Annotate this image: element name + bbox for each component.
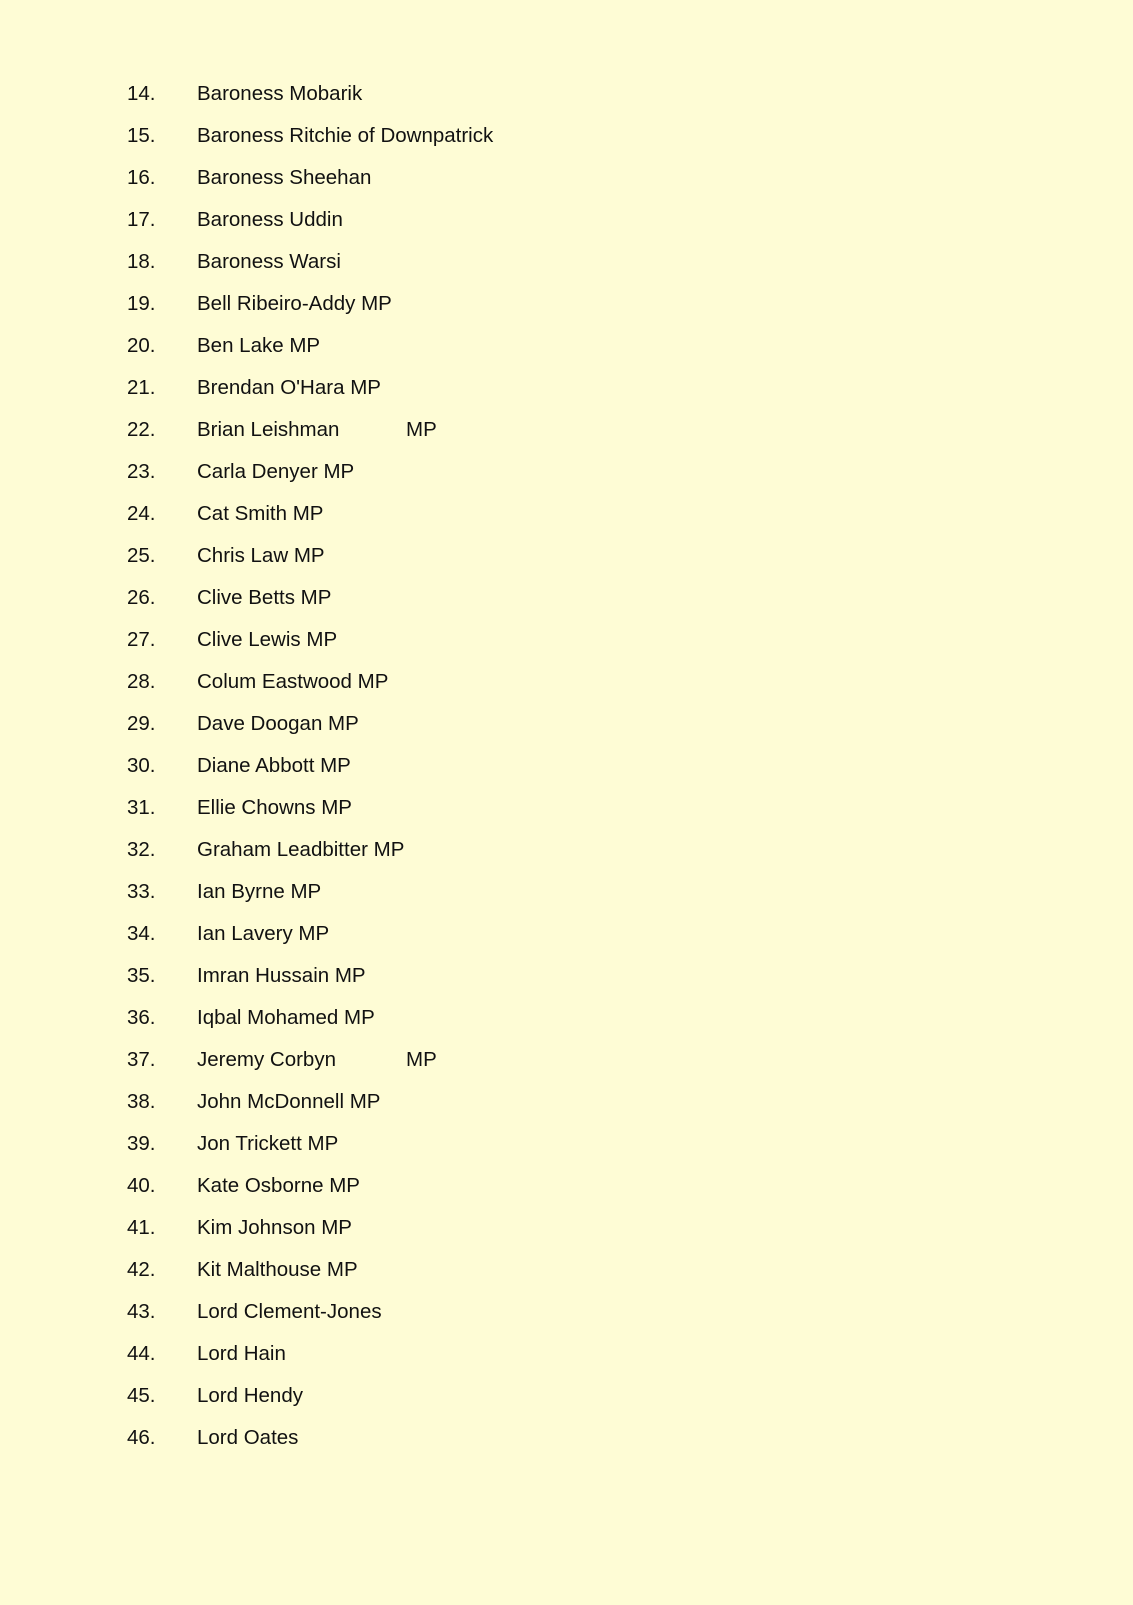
item-name: Lord Clement-Jones	[197, 1300, 382, 1323]
item-number: 17.	[127, 208, 156, 231]
item-name: John McDonnell MP	[197, 1090, 381, 1113]
list-item	[0, 1207, 1133, 1249]
item-name: Lord Oates	[197, 1426, 299, 1449]
item-name: Bell Ribeiro-Addy MP	[197, 292, 392, 315]
item-name: Ian Byrne MP	[197, 880, 322, 903]
item-number: 19.	[127, 292, 156, 315]
item-number: 31.	[127, 796, 156, 819]
item-name: Lord Hain	[197, 1342, 286, 1365]
item-name: Diane Abbott MP	[197, 754, 351, 777]
item-number: 18.	[127, 250, 156, 273]
item-name: Iqbal Mohamed MP	[197, 1006, 375, 1029]
list-item	[0, 829, 1133, 871]
list-item	[0, 871, 1133, 913]
list-item	[0, 199, 1133, 241]
item-name: Ian Lavery MP	[197, 922, 330, 945]
item-name: Colum Eastwood MP	[197, 670, 389, 693]
list-item	[0, 577, 1133, 619]
item-name: Carla Denyer MP	[197, 460, 355, 483]
item-name: Kim Johnson MP	[197, 1216, 352, 1239]
list-item	[0, 1291, 1133, 1333]
list-item	[0, 1165, 1133, 1207]
signatory-list	[0, 73, 1133, 1459]
item-name: Cat Smith MP	[197, 502, 324, 525]
item-number: 27.	[127, 628, 156, 651]
item-number: 39.	[127, 1132, 156, 1155]
item-name: Dave Doogan MP	[197, 712, 359, 735]
item-name: Baroness Mobarik	[197, 82, 363, 105]
list-item	[0, 661, 1133, 703]
list-item	[0, 493, 1133, 535]
list-item	[0, 1333, 1133, 1375]
item-number: 25.	[127, 544, 156, 567]
list-item	[0, 241, 1133, 283]
list-item	[0, 1123, 1133, 1165]
item-number: 16.	[127, 166, 156, 189]
item-name: Jon Trickett MP	[197, 1132, 339, 1155]
item-number: 24.	[127, 502, 156, 525]
item-name: Clive Lewis MP	[197, 628, 338, 651]
item-number: 21.	[127, 376, 156, 399]
list-item	[0, 1417, 1133, 1459]
list-item	[0, 745, 1133, 787]
item-number: 37.	[127, 1048, 156, 1071]
list-item	[0, 283, 1133, 325]
item-name: Brendan O'Hara MP	[197, 376, 381, 399]
list-item	[0, 115, 1133, 157]
list-item	[0, 157, 1133, 199]
list-item	[0, 703, 1133, 745]
item-number: 46.	[127, 1426, 156, 1449]
item-name: Baroness Uddin	[197, 208, 343, 231]
item-name: Baroness Ritchie of Downpatrick	[197, 124, 494, 147]
item-number: 28.	[127, 670, 156, 693]
list-item	[0, 1375, 1133, 1417]
item-number: 23.	[127, 460, 156, 483]
item-name: Ellie Chowns MP	[197, 796, 352, 819]
item-suffix: MP	[406, 1048, 437, 1071]
list-item	[0, 325, 1133, 367]
item-suffix: MP	[406, 418, 437, 441]
list-item	[0, 997, 1133, 1039]
item-number: 14.	[127, 82, 156, 105]
item-name: Graham Leadbitter MP	[197, 838, 405, 861]
item-name: Kit Malthouse MP	[197, 1258, 358, 1281]
item-name: Jeremy Corbyn	[197, 1048, 336, 1071]
list-item	[0, 409, 1133, 451]
item-number: 33.	[127, 880, 156, 903]
item-name: Brian Leishman	[197, 418, 340, 441]
item-number: 45.	[127, 1384, 156, 1407]
item-name: Chris Law MP	[197, 544, 325, 567]
list-item	[0, 535, 1133, 577]
item-name: Baroness Sheehan	[197, 166, 372, 189]
item-number: 40.	[127, 1174, 156, 1197]
item-number: 42.	[127, 1258, 156, 1281]
list-item	[0, 787, 1133, 829]
item-number: 22.	[127, 418, 156, 441]
item-number: 35.	[127, 964, 156, 987]
item-number: 20.	[127, 334, 156, 357]
item-number: 15.	[127, 124, 156, 147]
item-number: 32.	[127, 838, 156, 861]
item-name: Baroness Warsi	[197, 250, 341, 273]
list-item	[0, 1039, 1133, 1081]
item-name: Clive Betts MP	[197, 586, 332, 609]
item-number: 41.	[127, 1216, 156, 1239]
list-item	[0, 1081, 1133, 1123]
list-item	[0, 367, 1133, 409]
item-number: 26.	[127, 586, 156, 609]
item-number: 44.	[127, 1342, 156, 1365]
list-item	[0, 913, 1133, 955]
item-number: 29.	[127, 712, 156, 735]
item-number: 43.	[127, 1300, 156, 1323]
item-name: Ben Lake MP	[197, 334, 321, 357]
item-name: Lord Hendy	[197, 1384, 303, 1407]
item-number: 34.	[127, 922, 156, 945]
list-item	[0, 955, 1133, 997]
list-item	[0, 73, 1133, 115]
item-number: 30.	[127, 754, 156, 777]
item-number: 38.	[127, 1090, 156, 1113]
item-name: Kate Osborne MP	[197, 1174, 360, 1197]
list-item	[0, 1249, 1133, 1291]
item-name: Imran Hussain MP	[197, 964, 366, 987]
item-number: 36.	[127, 1006, 156, 1029]
list-item	[0, 619, 1133, 661]
list-item	[0, 451, 1133, 493]
